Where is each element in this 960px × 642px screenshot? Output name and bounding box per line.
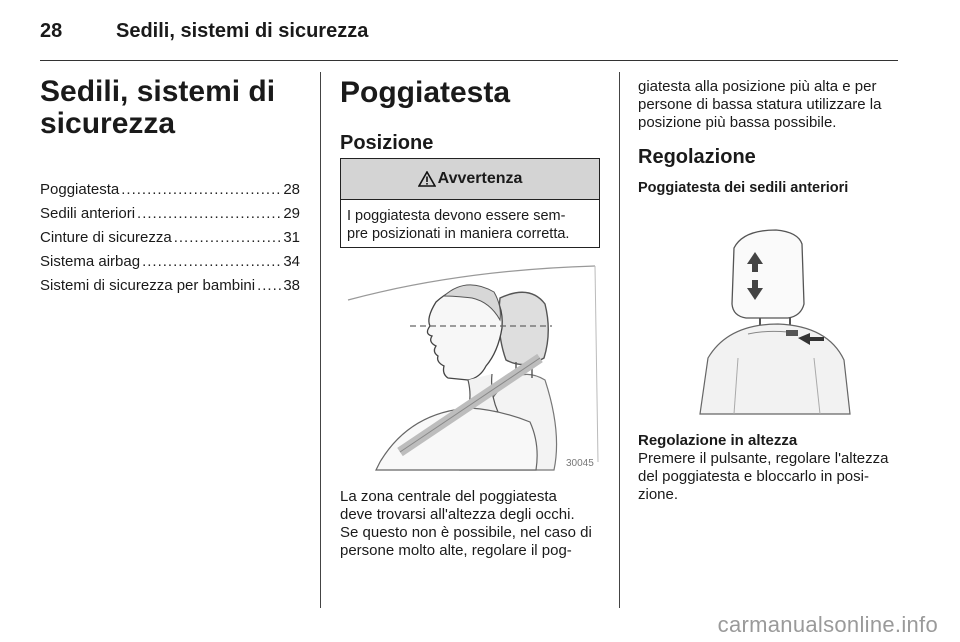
toc-entry-page: 29: [283, 205, 300, 222]
subsection-title-adjustment: Regolazione: [638, 146, 756, 168]
toc-entry-label: Sedili anteriori: [40, 205, 136, 222]
warning-line: I poggiatesta devono essere sem-: [347, 208, 566, 224]
running-header-title: Sedili, sistemi di sicurezza: [116, 20, 369, 42]
paragraph-line: persone di bassa statura utilizzare la: [638, 96, 882, 113]
toc-entry-page: 38: [283, 277, 300, 294]
toc-entry-label: Sistema airbag: [40, 253, 141, 270]
paragraph-line: giatesta alla posizione più alta e per: [638, 78, 877, 95]
warning-triangle-icon: [418, 171, 436, 187]
warning-box: [340, 158, 600, 248]
warning-title: Avvertenza: [437, 170, 523, 187]
toc-entry-label: Poggiatesta: [40, 181, 120, 198]
toc-leader: [142, 250, 281, 274]
paragraph-line: del poggiatesta e bloccarlo in posi-: [638, 468, 869, 485]
paragraph-line: deve trovarsi all'altezza degli occhi.: [340, 506, 575, 523]
toc-entry-label: Cinture di sicurezza: [40, 229, 172, 246]
paragraph-line: La zona centrale del poggiatesta: [340, 488, 557, 505]
toc-leader: [174, 226, 282, 250]
toc-leader: [121, 178, 281, 202]
height-adjustment-paragraph: [638, 450, 908, 504]
headrest-adjustment-illustration: [638, 208, 900, 416]
toc-leader: [257, 274, 281, 298]
toc-entry-label: Sistemi di sicurezza per bambini: [40, 277, 256, 294]
headrest-position-illustration: [340, 262, 600, 472]
table-of-contents: [40, 178, 300, 298]
warning-line: pre posizionati in maniera corretta.: [347, 226, 570, 242]
front-headrest-heading: Poggiatesta dei sedili anteriori: [638, 180, 849, 196]
section-title: Poggiatesta: [340, 76, 511, 109]
toc-entry[interactable]: [40, 226, 300, 250]
toc-entry[interactable]: [40, 250, 300, 274]
toc-entry[interactable]: [40, 178, 300, 202]
position-paragraph-continued: [638, 78, 906, 132]
paragraph-line: Premere il pulsante, regolare l'altezza: [638, 450, 889, 467]
watermark: carmanualsonline.info: [717, 612, 938, 637]
column-divider-left: [320, 72, 321, 608]
toc-entry[interactable]: [40, 274, 300, 298]
position-paragraph: [340, 488, 606, 560]
toc-leader: [137, 202, 281, 226]
page-number: 28: [40, 20, 63, 42]
toc-entry-page: 34: [283, 253, 300, 270]
height-adjustment-heading: Regolazione in altezza: [638, 432, 798, 449]
toc-entry-page: 28: [283, 181, 300, 198]
chapter-title: Sedili, sistemi di sicurezza: [40, 75, 276, 140]
toc-entry-page: 31: [283, 229, 300, 246]
warning-text: [341, 200, 599, 250]
header-rule: [40, 60, 898, 61]
paragraph-line: persone molto alte, regolare il pog-: [340, 542, 572, 559]
paragraph-line: zione.: [638, 486, 679, 503]
paragraph-line: Se questo non è possibile, nel caso di: [340, 524, 592, 541]
subsection-title-position: Posizione: [340, 132, 434, 154]
toc-entry[interactable]: [40, 202, 300, 226]
paragraph-line: posizione più bassa possibile.: [638, 114, 837, 131]
column-divider-right: [619, 72, 620, 608]
warning-header: [341, 159, 599, 200]
figure-code: 30045: [566, 458, 594, 469]
